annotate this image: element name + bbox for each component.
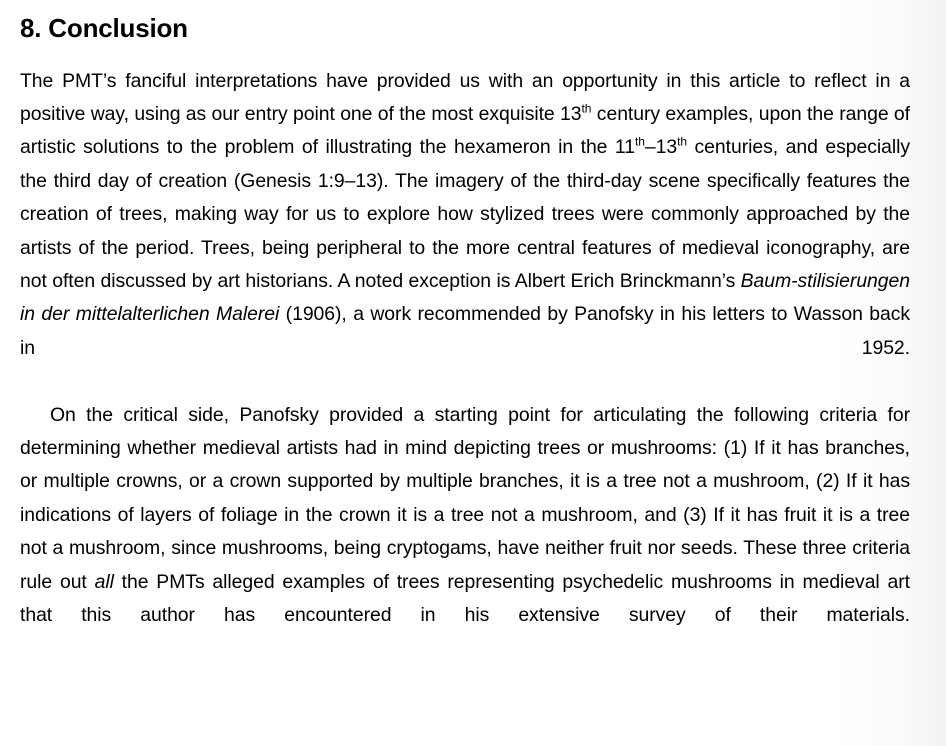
italic-title: all (94, 570, 114, 593)
ordinal-suffix: th (581, 101, 592, 116)
paragraph-2: On the critical side, Panofsky provided a starting point for articulating the following criteria for determining whether medieval artists had in mind depicting trees or mushrooms: (1) If it has branches, or multiple crowns, or a crown supported by multiple branches, it is a tree not a mushroom, (2) If it has indications of layers of foliage in the crown it is a tree not a mushroom, and (3) If it has fruit it is a tree not a mushroom, since mushrooms, being cryptogams, have neither fruit nor seeds. These three criteria rule out all the PMTs alleged examples of trees representing psychedelic mushrooms in medieval art that this author has encountered in his extensive survey of their materials. (20, 403, 910, 627)
ordinal-suffix: th (634, 134, 645, 149)
body-content (20, 65, 910, 666)
italic-title: Baum-stilisierungen in der mittelalterlichen Malerei (20, 270, 910, 326)
paragraph-1: The PMT’s fanciful interpretations have provided us with an opportunity in this article to reflect in a positive way, using as our entry point one of the most exquisite 13th century examples, upon the range of artistic solutions to the problem of illustrating the hexameron in the 11th–13th centuries, and especially the third day of creation (Genesis 1:9–13). The imagery of the third-day scene specifically features the creation of trees, making way for us to explore how stylized trees were commonly approached by the artists of the period. Trees, being peripheral to the more central features of medieval iconography, are not often discussed by art historians. A noted exception is Albert Erich Brinckmann’s Baum-stilisierungen in der mittelalterlichen Malerei (1906), a work recommended by Panofsky in his letters to Wasson back in 1952. (20, 69, 910, 359)
page-title: 8. Conclusion (20, 13, 188, 43)
ordinal-suffix: th (677, 134, 688, 149)
